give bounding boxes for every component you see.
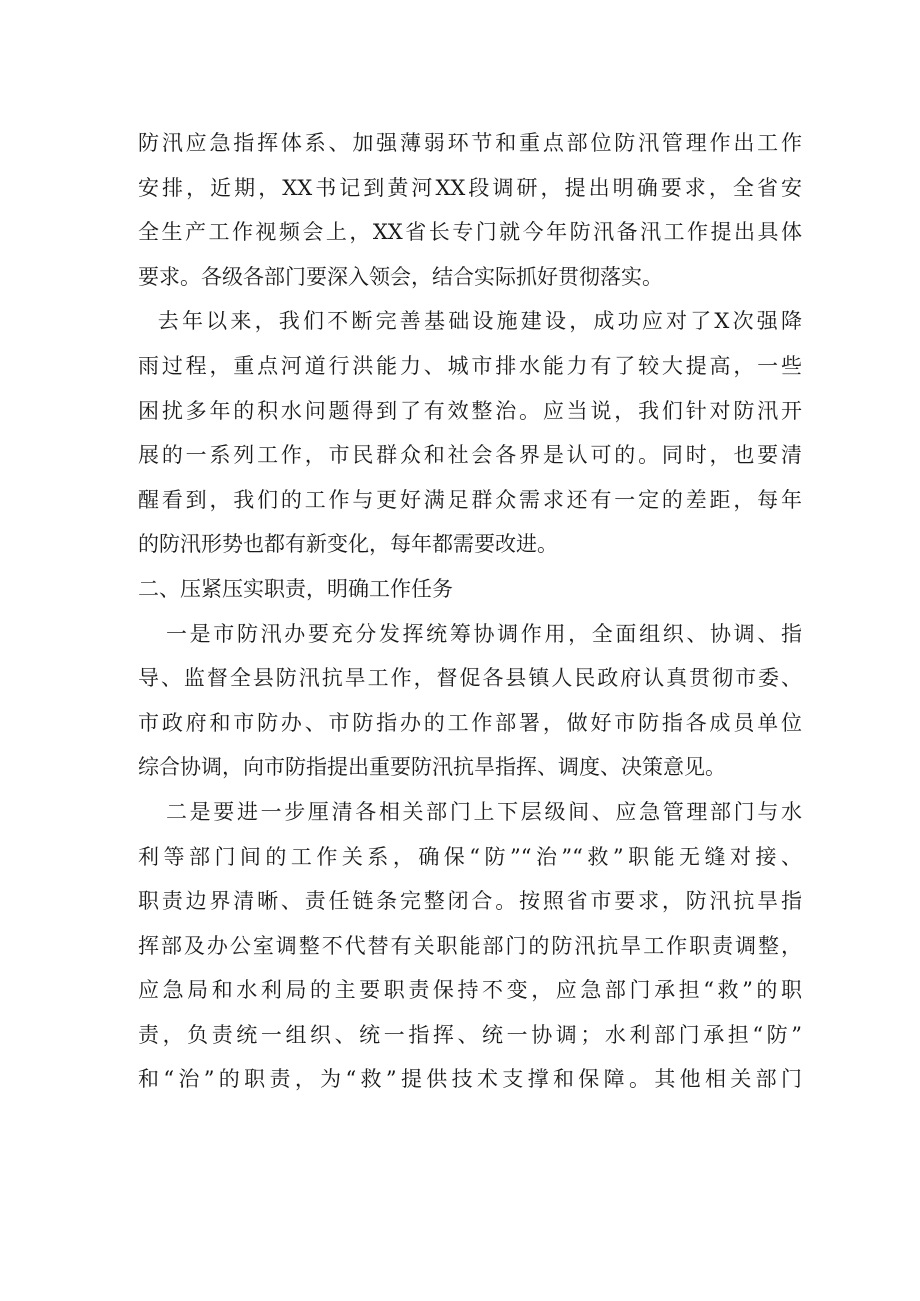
text-line: 防汛应急指挥体系、加强薄弱环节和重点部位防汛管理作出工作 — [138, 131, 802, 155]
paragraph-1 — [138, 121, 802, 299]
text-line: 市政府和市防办、市防指办的工作部署，做好市防指各成员单位 — [138, 710, 802, 735]
text-line: 的防汛形势也都有新变化，每年都需要改进。 — [138, 532, 558, 557]
paragraph-4 — [138, 790, 802, 1102]
text-line: 展的一系列工作，市民群众和社会各界是认可的。同时，也要清 — [138, 443, 802, 468]
text-line: 职责边界清晰、责任链条完整闭合。按照省市要求，防汛抗旱指 — [138, 889, 802, 914]
text-line: 困扰多年的积水问题得到了有效整治。应当说，我们针对防汛开 — [138, 398, 802, 423]
text-line: 责，负责统一组织、统一指挥、统一协调；水利部门承担“防” — [138, 1022, 802, 1047]
text-line: 二是要进一步厘清各相关部门上下层级间、应急管理部门与水 — [138, 799, 802, 824]
section-heading — [138, 567, 802, 612]
text-line: 应急局和水利局的主要职责保持不变，应急部门承担“救”的职 — [138, 978, 802, 1003]
text-line: 雨过程，重点河道行洪能力、城市排水能力有了较大提高，一些 — [138, 353, 802, 378]
text-line: 导、监督全县防汛抗旱工作，督促各县镇人民政府认真贯彻市委、 — [138, 666, 802, 691]
document-body — [138, 121, 802, 1102]
text-line: 醒看到，我们的工作与更好满足群众需求还有一定的差距，每年 — [138, 487, 802, 512]
text-line: 全生产工作视频会上，XX省长专门就今年防汛备汛工作提出具体 — [138, 220, 802, 245]
text-line: 和“治”的职责，为“救”提供技术支撑和保障。其他相关部门 — [138, 1067, 802, 1092]
text-line: 去年以来，我们不断完善基础设施建设，成功应对了X次强降 — [138, 309, 802, 334]
text-line: 综合协调，向市防指提出重要防汛抗旱指挥、调度、决策意见。 — [138, 755, 726, 780]
heading-line: 二、压紧压实职责，明确工作任务 — [138, 576, 453, 601]
paragraph-2 — [138, 299, 802, 567]
text-line: 利等部门间的工作关系，确保“防”“治”“救”职能无缝对接、 — [138, 844, 802, 869]
text-line: 一是市防汛办要充分发挥统筹协调作用，全面组织、协调、指 — [138, 621, 802, 646]
text-line: 挥部及办公室调整不代替有关职能部门的防汛抗旱工作职责调整， — [138, 933, 802, 958]
paragraph-3 — [138, 612, 802, 790]
text-line: 安排，近期，XX书记到黄河XX段调研，提出明确要求，全省安 — [138, 175, 802, 200]
text-line: 要求。各级各部门要深入领会，结合实际抓好贯彻落实。 — [138, 264, 663, 289]
